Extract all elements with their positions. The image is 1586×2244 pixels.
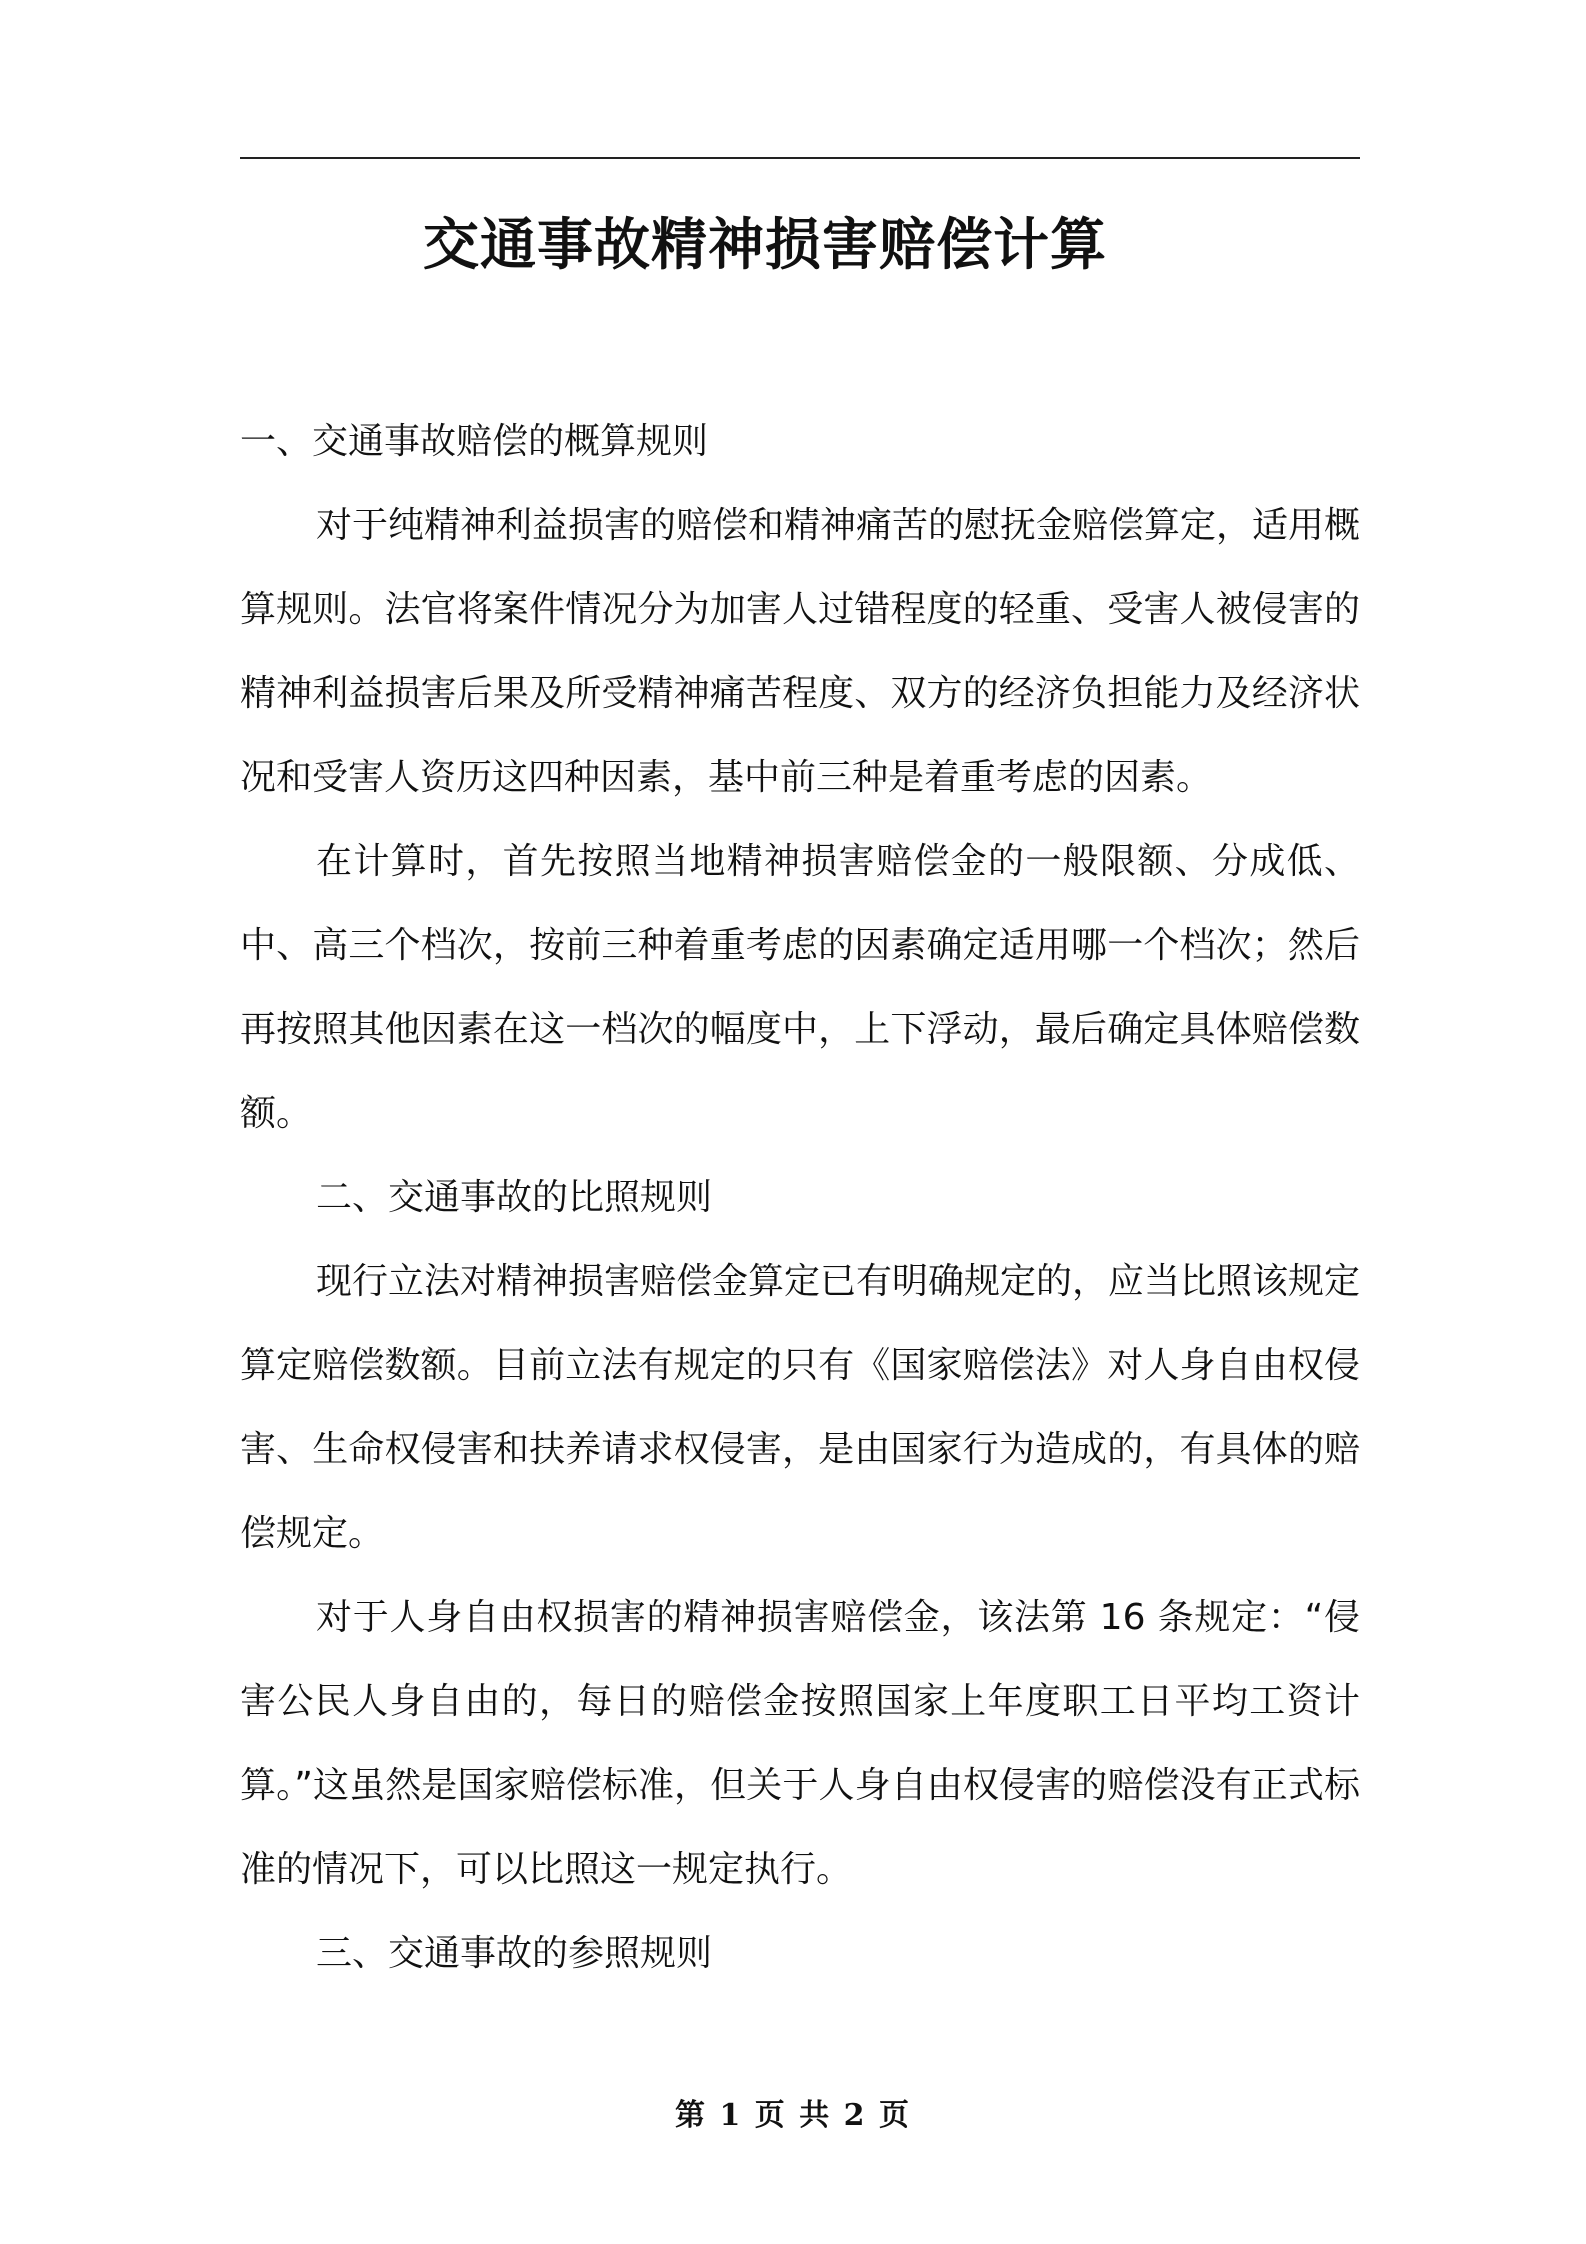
section-1-paragraph-2: 在计算时，首先按照当地精神损害赔偿金的一般限额、分成低、中、高三个档次，按前三种着重考虑的因素确定适用哪一个档次；然后再按照其他因素在这一档次的幅度中，上下浮动，最后确定具体赔偿数额。 [240,841,1360,1134]
page-number-footer: 第 1 页 共 2 页 [675,2098,911,2133]
document-title: 交通事故精神损害赔偿计算 [423,213,1107,278]
section-2-paragraph-1: 现行立法对精神损害赔偿金算定已有明确规定的，应当比照该规定算定赔偿数额。目前立法有规定的只有《国家赔偿法》对人身自由权侵害、生命权侵害和扶养请求权侵害，是由国家行为造成的，有具体的赔偿规定。 [240,1261,1361,1554]
section-heading-1: 一、交通事故赔偿的概算规则 [240,421,709,462]
section-heading-3: 三、交通事故的参照规则 [316,1933,713,1974]
section-heading-2: 二、交通事故的比照规则 [316,1177,713,1218]
header-rule [240,157,1360,159]
section-1-paragraph-1: 对于纯精神利益损害的赔偿和精神痛苦的慰抚金赔偿算定，适用概算规则。法官将案件情况分为加害人过错程度的轻重、受害人被侵害的精神利益损害后果及所受精神痛苦程度、双方的经济负担能力及经济状况和受害人资历这四种因素，基中前三种是着重考虑的因素。 [240,505,1361,798]
document-body [240,400,1360,1996]
section-2-paragraph-2: 对于人身自由权损害的精神损害赔偿金，该法第 16 条规定：“侵害公民人身自由的，每日的赔偿金按照国家上年度职工日平均工资计算。”这虽然是国家赔偿标准，但关于人身自由权侵害的赔偿没有正式标准的情况下，可以比照这一规定执行。 [240,1597,1360,1890]
